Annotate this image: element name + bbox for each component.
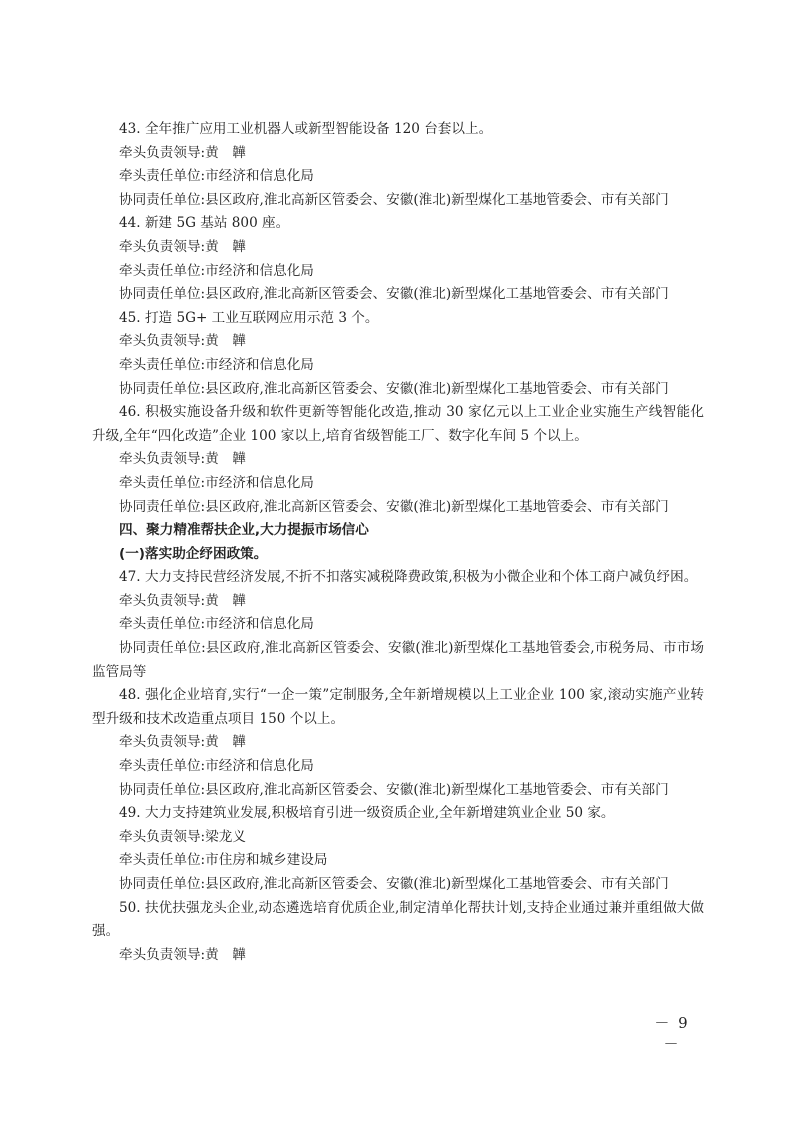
page-number: － 9 － xyxy=(654,1014,690,1053)
item-44: 44. 新建 5G 基站 800 座。 xyxy=(119,215,290,232)
item-47: 47. 大力支持民营经济发展,不折不扣落实减税降费政策,积极为小微企业和个体工商户减负纾困。 xyxy=(119,569,698,586)
lead-unit: 牵头责任单位:市经济和信息化局 xyxy=(119,262,314,279)
lead-leader: 牵头负责领导:黄 韡 xyxy=(119,734,246,751)
item-50: 50. 扶优扶强龙头企业,动态遴选培育优质企业,制定清单化帮扶计划,支持企业通过兼并重组做大做强。 xyxy=(92,899,704,940)
co-units: 协同责任单位:县区政府,淮北高新区管委会、安徽(淮北)新型煤化工基地管委会,市税务局、市市场监管局等 xyxy=(92,640,704,680)
lead-leader: 牵头负责领导:梁龙义 xyxy=(119,828,246,845)
co-units: 协同责任单位:县区政府,淮北高新区管委会、安徽(淮北)新型煤化工基地管委会、市有关部门 xyxy=(119,781,669,798)
item-45: 45. 打造 5G+ 工业互联网应用示范 3 个。 xyxy=(119,309,379,326)
lead-unit: 牵头责任单位:市住房和城乡建设局 xyxy=(119,852,328,869)
lead-leader: 牵头负责领导:黄 韡 xyxy=(119,333,246,350)
lead-leader: 牵头负责领导:黄 韡 xyxy=(119,238,246,255)
co-units: 协同责任单位:县区政府,淮北高新区管委会、安徽(淮北)新型煤化工基地管委会、市有关部门 xyxy=(119,380,669,397)
item-48: 48. 强化企业培育,实行“一企一策”定制服务,全年新增规模以上工业企业 100 家,滚动实施产业转型升级和技术改造重点项目 150 个以上。 xyxy=(92,687,704,727)
co-units: 协同责任单位:县区政府,淮北高新区管委会、安徽(淮北)新型煤化工基地管委会、市有关部门 xyxy=(119,191,669,208)
item-43: 43. 全年推广应用工业机器人或新型智能设备 120 台套以上。 xyxy=(119,121,493,137)
item-49: 49. 大力支持建筑业发展,积极培育引进一级资质企业,全年新增建筑业企业 50 家。 xyxy=(119,805,615,822)
lead-unit: 牵头责任单位:市经济和信息化局 xyxy=(119,356,314,373)
subsection-heading: (一)落实助企纾困政策。 xyxy=(119,545,268,562)
co-units: 协同责任单位:县区政府,淮北高新区管委会、安徽(淮北)新型煤化工基地管委会、市有关部门 xyxy=(119,286,669,303)
lead-leader: 牵头负责领导:黄 韡 xyxy=(119,592,246,609)
section-heading: 四、聚力精准帮扶企业,大力提振市场信心 xyxy=(119,522,369,539)
lead-leader: 牵头负责领导:黄 韡 xyxy=(119,144,246,161)
lead-leader: 牵头负责领导:黄 韡 xyxy=(119,451,246,468)
lead-unit: 牵头责任单位:市经济和信息化局 xyxy=(119,616,314,633)
co-units: 协同责任单位:县区政府,淮北高新区管委会、安徽(淮北)新型煤化工基地管委会、市有关部门 xyxy=(119,876,669,892)
item-46: 46. 积极实施设备升级和软件更新等智能化改造,推动 30 家亿元以上工业企业实施生产线智能化升级,全年“四化改造”企业 100 家以上,培育省级智能工厂、数字化车间 5 个以上。 xyxy=(92,404,704,444)
lead-leader: 牵头负责领导:黄 韡 xyxy=(119,946,246,963)
lead-unit: 牵头责任单位:市经济和信息化局 xyxy=(119,758,314,775)
co-units: 协同责任单位:县区政府,淮北高新区管委会、安徽(淮北)新型煤化工基地管委会、市有关部门 xyxy=(119,498,669,515)
lead-unit: 牵头责任单位:市经济和信息化局 xyxy=(119,168,314,185)
lead-unit: 牵头责任单位:市经济和信息化局 xyxy=(119,474,314,491)
body-text xyxy=(92,118,704,967)
